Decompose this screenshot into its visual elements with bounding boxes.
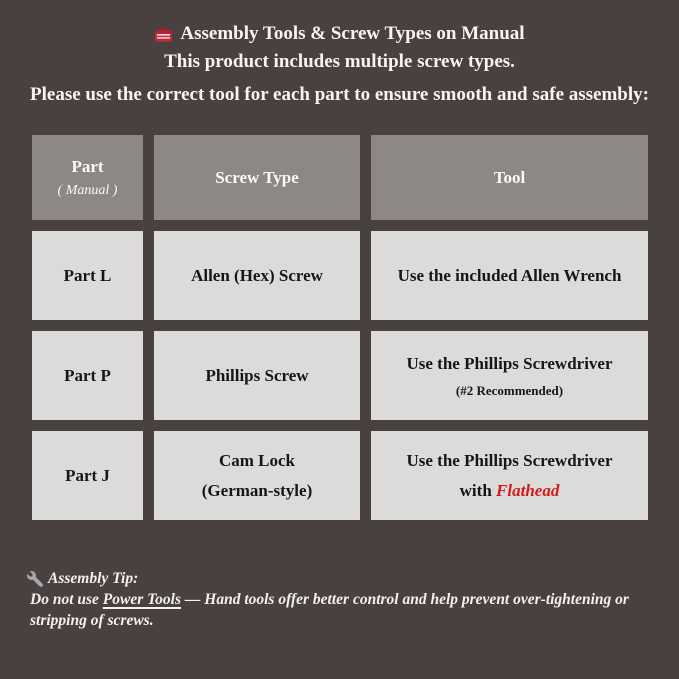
table-row-1-tool-cell [371, 231, 648, 320]
wrench-icon [27, 571, 43, 587]
tip-heading-line [27, 568, 629, 589]
tip-body [27, 589, 629, 631]
table-row-1-part-cell [32, 231, 143, 320]
tip-heading-text: Assembly Tip: [48, 570, 139, 587]
header-part-subtitle: ( Manual ) [57, 182, 118, 198]
screw-type-style-label: (German-style) [201, 481, 313, 500]
page-title [0, 22, 679, 46]
screw-type-label: Allen (Hex) Screw [191, 266, 323, 285]
table-row-2-tool-cell [371, 331, 648, 420]
part-label: Part J [65, 466, 110, 485]
table-row-2-part-cell [32, 331, 143, 420]
table-row-3-tool-cell [371, 431, 648, 520]
tip-body-prefix: Do not use [30, 591, 103, 608]
header-cell-part [32, 135, 143, 220]
tool-with-text: with [459, 481, 497, 500]
page-title-text: Assembly Tools & Screw Types on Manual [180, 23, 525, 44]
header-cell-tool [371, 135, 648, 220]
tool-label: Use the Phillips Screwdriver [406, 354, 613, 373]
part-label: Part P [64, 366, 111, 385]
screw-type-label: Phillips Screw [205, 366, 309, 385]
tool-label: Use the included Allen Wrench [397, 266, 622, 285]
flathead-accent-text: Flathead [496, 481, 560, 500]
header-part-title: Part [71, 156, 104, 176]
header-screw-title: Screw Type [215, 167, 299, 187]
header-tool-title: Tool [493, 167, 526, 187]
assembly-table [32, 135, 648, 520]
screw-type-label: Cam Lock [218, 451, 296, 470]
assembly-tip [27, 568, 629, 631]
page-subtitle: This product includes multiple screw types. [164, 51, 515, 72]
table-row-3-screw-cell [154, 431, 360, 520]
tool-label: Use the Phillips Screwdriver [406, 451, 613, 470]
tip-power-tools-underline: Power Tools [102, 591, 182, 608]
tip-body-suffix: — Hand tools offer better control and help prevent over-tightening or stripping of screws. [30, 591, 629, 629]
tool-recommendation-note: (#2 Recommended) [455, 383, 564, 398]
tool-flathead-line [460, 478, 560, 503]
table-row-2-screw-cell [154, 331, 360, 420]
table-row-1-screw-cell [154, 231, 360, 320]
page-header [0, 0, 679, 107]
part-label: Part L [63, 266, 112, 285]
table-row-3-part-cell [32, 431, 143, 520]
toolbox-icon [154, 25, 173, 44]
header-cell-screw-type [154, 135, 360, 220]
page-instruction: Please use the correct tool for each part to ensure smooth and safe assembly: [30, 84, 649, 105]
